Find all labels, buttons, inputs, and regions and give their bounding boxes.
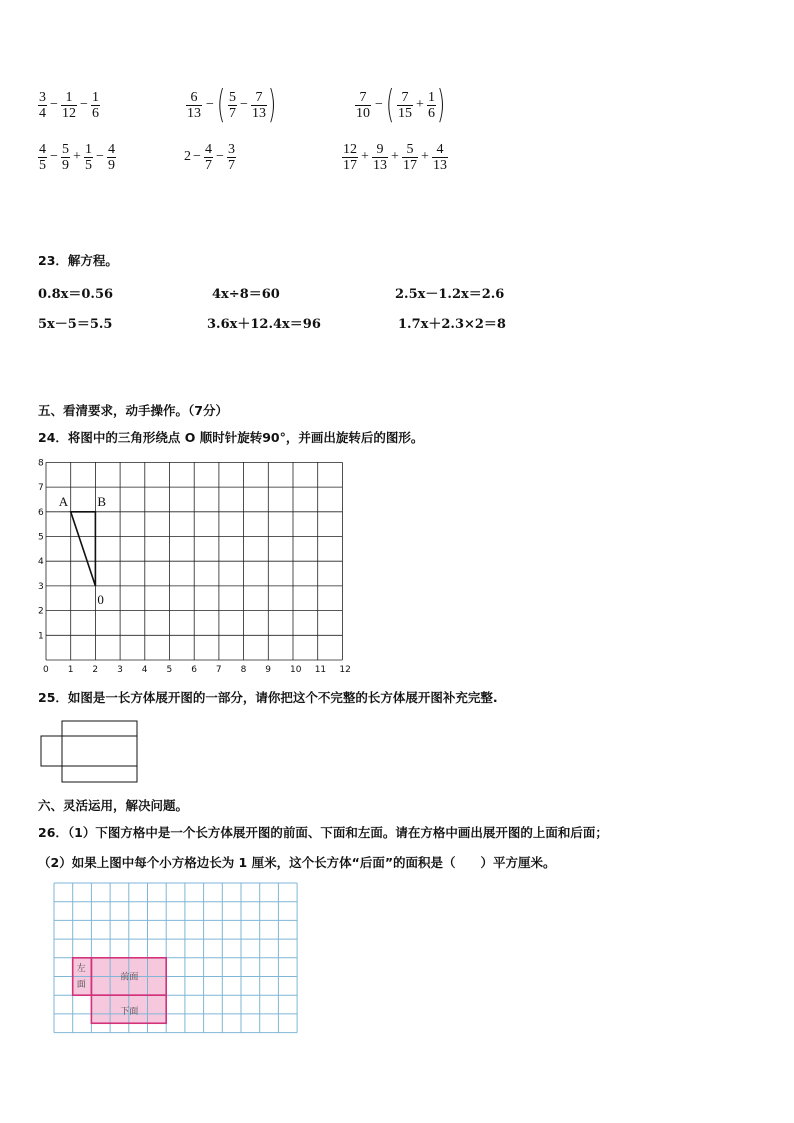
denominator: 13 — [433, 158, 447, 173]
right-paren: ) — [437, 82, 446, 126]
net-face-left — [41, 736, 62, 766]
q24-grid-lines — [46, 462, 342, 660]
fraction — [228, 90, 237, 121]
q25-title: 25．如图是一长方体展开图的一部分，请你把这个不完整的长方体展开图补充完整. — [38, 690, 498, 705]
fraction — [186, 90, 202, 121]
q23-title: 23．解方程。 — [38, 253, 118, 268]
operator: + — [416, 97, 424, 112]
left-face-label-2: 面 — [76, 979, 86, 990]
numerator: 4 — [39, 142, 46, 157]
fraction — [61, 142, 70, 173]
numerator: 5 — [62, 142, 69, 157]
x-tick-labels — [43, 665, 351, 675]
fraction — [91, 90, 100, 121]
x-tick-label: 10 — [290, 665, 302, 675]
section-6-heading: 六、灵活运用，解决问题。 — [38, 798, 189, 813]
section-5-heading: 五、看清要求，动手操作。（7分） — [38, 403, 228, 418]
integer-term: 2 — [184, 149, 191, 164]
denominator: 12 — [62, 106, 76, 121]
operator: + — [421, 149, 429, 164]
x-tick-label: 6 — [191, 665, 197, 675]
denominator: 10 — [356, 106, 370, 121]
numerator: 4 — [108, 142, 115, 157]
equation-6: 1.7x＋2.3×2＝8 — [398, 317, 506, 332]
fraction — [432, 142, 448, 173]
denominator: 13 — [187, 106, 201, 121]
fraction — [61, 90, 77, 121]
y-tick-label: 3 — [38, 581, 44, 592]
y-tick-label: 7 — [38, 483, 44, 494]
bottom-face-label: 下面 — [120, 1006, 139, 1017]
x-tick-label: 11 — [314, 665, 327, 675]
y-tick-label: 2 — [38, 606, 44, 617]
numerator: 7 — [401, 90, 409, 105]
q26-line-1: 26．（1）下图方格中是一个长方体展开图的前面、下面和左面。请在方格中画出展开图的上面和后面； — [38, 825, 608, 840]
operator: − — [96, 149, 104, 164]
denominator: 6 — [428, 106, 435, 121]
numerator: 5 — [406, 142, 414, 157]
equation-2: 4x÷8＝60 — [212, 287, 280, 302]
fraction — [397, 90, 413, 121]
denominator: 13 — [373, 158, 387, 173]
numerator: 1 — [85, 142, 92, 157]
operator: − — [50, 97, 58, 112]
numerator: 12 — [343, 142, 357, 157]
point-b-label: B — [97, 493, 107, 509]
operator: + — [391, 149, 399, 164]
x-tick-label: 0 — [43, 665, 49, 675]
fraction — [227, 142, 236, 173]
right-paren: ) — [268, 82, 277, 126]
numerator: 5 — [229, 90, 236, 105]
numerator: 1 — [92, 90, 99, 105]
equation-4: 5x－5＝5.5 — [38, 317, 113, 332]
denominator: 9 — [108, 158, 115, 173]
y-tick-label: 1 — [38, 631, 44, 642]
denominator: 13 — [252, 106, 266, 121]
point-o-label: 0 — [97, 591, 104, 607]
numerator: 6 — [190, 90, 198, 105]
left-paren: ( — [386, 82, 395, 126]
fraction — [204, 142, 213, 173]
denominator: 7 — [228, 158, 235, 173]
numerator: 1 — [428, 90, 435, 105]
operator: − — [206, 97, 214, 112]
net-face-front — [62, 736, 137, 766]
denominator: 7 — [205, 158, 212, 173]
numerator: 1 — [65, 90, 73, 105]
q24-title: 24．将图中的三角形绕点 O 顺时针旋转90°，并画出旋转后的图形。 — [38, 430, 424, 445]
numerator: 7 — [255, 90, 263, 105]
left-face-label-1: 左 — [76, 963, 86, 974]
fraction — [38, 90, 47, 121]
denominator: 15 — [398, 106, 412, 121]
net-face-top — [62, 721, 137, 736]
fraction — [38, 142, 47, 173]
x-tick-label: 8 — [240, 665, 247, 675]
y-tick-label: 8 — [38, 458, 44, 469]
fraction — [355, 90, 371, 121]
denominator: 17 — [403, 158, 417, 173]
x-tick-label: 2 — [92, 665, 99, 675]
x-tick-label: 9 — [265, 665, 272, 675]
front-face-label: 前面 — [120, 972, 139, 983]
numerator: 7 — [359, 90, 367, 105]
denominator: 9 — [62, 158, 69, 173]
numerator: 3 — [39, 90, 46, 105]
y-tick-label: 5 — [38, 532, 44, 543]
denominator: 17 — [343, 158, 357, 173]
fraction — [372, 142, 388, 173]
operator: − — [80, 97, 88, 112]
denominator: 4 — [39, 106, 46, 121]
net-face-bottom — [62, 766, 137, 782]
fraction — [84, 142, 93, 173]
numerator: 4 — [205, 142, 212, 157]
fraction — [107, 142, 116, 173]
q25-net-figure — [38, 718, 148, 788]
operator: − — [193, 149, 201, 164]
denominator: 7 — [229, 106, 236, 121]
operator: − — [375, 97, 383, 112]
x-tick-label: 1 — [67, 665, 74, 675]
equation-5: 3.6x＋12.4x＝96 — [207, 317, 321, 332]
denominator: 5 — [85, 158, 92, 173]
denominator: 6 — [92, 106, 99, 121]
operator: + — [73, 149, 81, 164]
denominator: 5 — [39, 158, 46, 173]
operator: − — [216, 149, 224, 164]
y-tick-label: 6 — [38, 507, 44, 518]
q26-line-2: （2）如果上图中每个小方格边长为 1 厘米，这个长方体“后面”的面积是（ ）平方厘米。 — [38, 855, 556, 870]
numerator: 4 — [436, 142, 444, 157]
fraction — [251, 90, 267, 121]
q26-grid-figure — [52, 881, 304, 1037]
equation-3: 2.5x－1.2x＝2.6 — [395, 287, 505, 302]
q24-grid-figure — [34, 456, 364, 676]
y-tick-label: 4 — [38, 557, 44, 568]
x-tick-label: 12 — [339, 665, 351, 675]
left-paren: ( — [217, 82, 226, 126]
operator: − — [240, 97, 248, 112]
x-tick-label: 5 — [166, 665, 173, 675]
numerator: 9 — [376, 142, 384, 157]
x-tick-label: 7 — [215, 665, 222, 675]
fraction — [427, 90, 436, 121]
triangle-abo — [71, 512, 96, 586]
x-tick-label: 3 — [117, 665, 123, 675]
x-tick-label: 4 — [141, 665, 148, 675]
fraction — [402, 142, 418, 173]
operator: − — [50, 149, 58, 164]
fraction — [342, 142, 358, 173]
operator: + — [361, 149, 369, 164]
equation-1: 0.8x＝0.56 — [38, 287, 114, 302]
y-tick-labels — [38, 458, 44, 641]
numerator: 3 — [228, 142, 235, 157]
point-a-label: A — [58, 493, 69, 509]
